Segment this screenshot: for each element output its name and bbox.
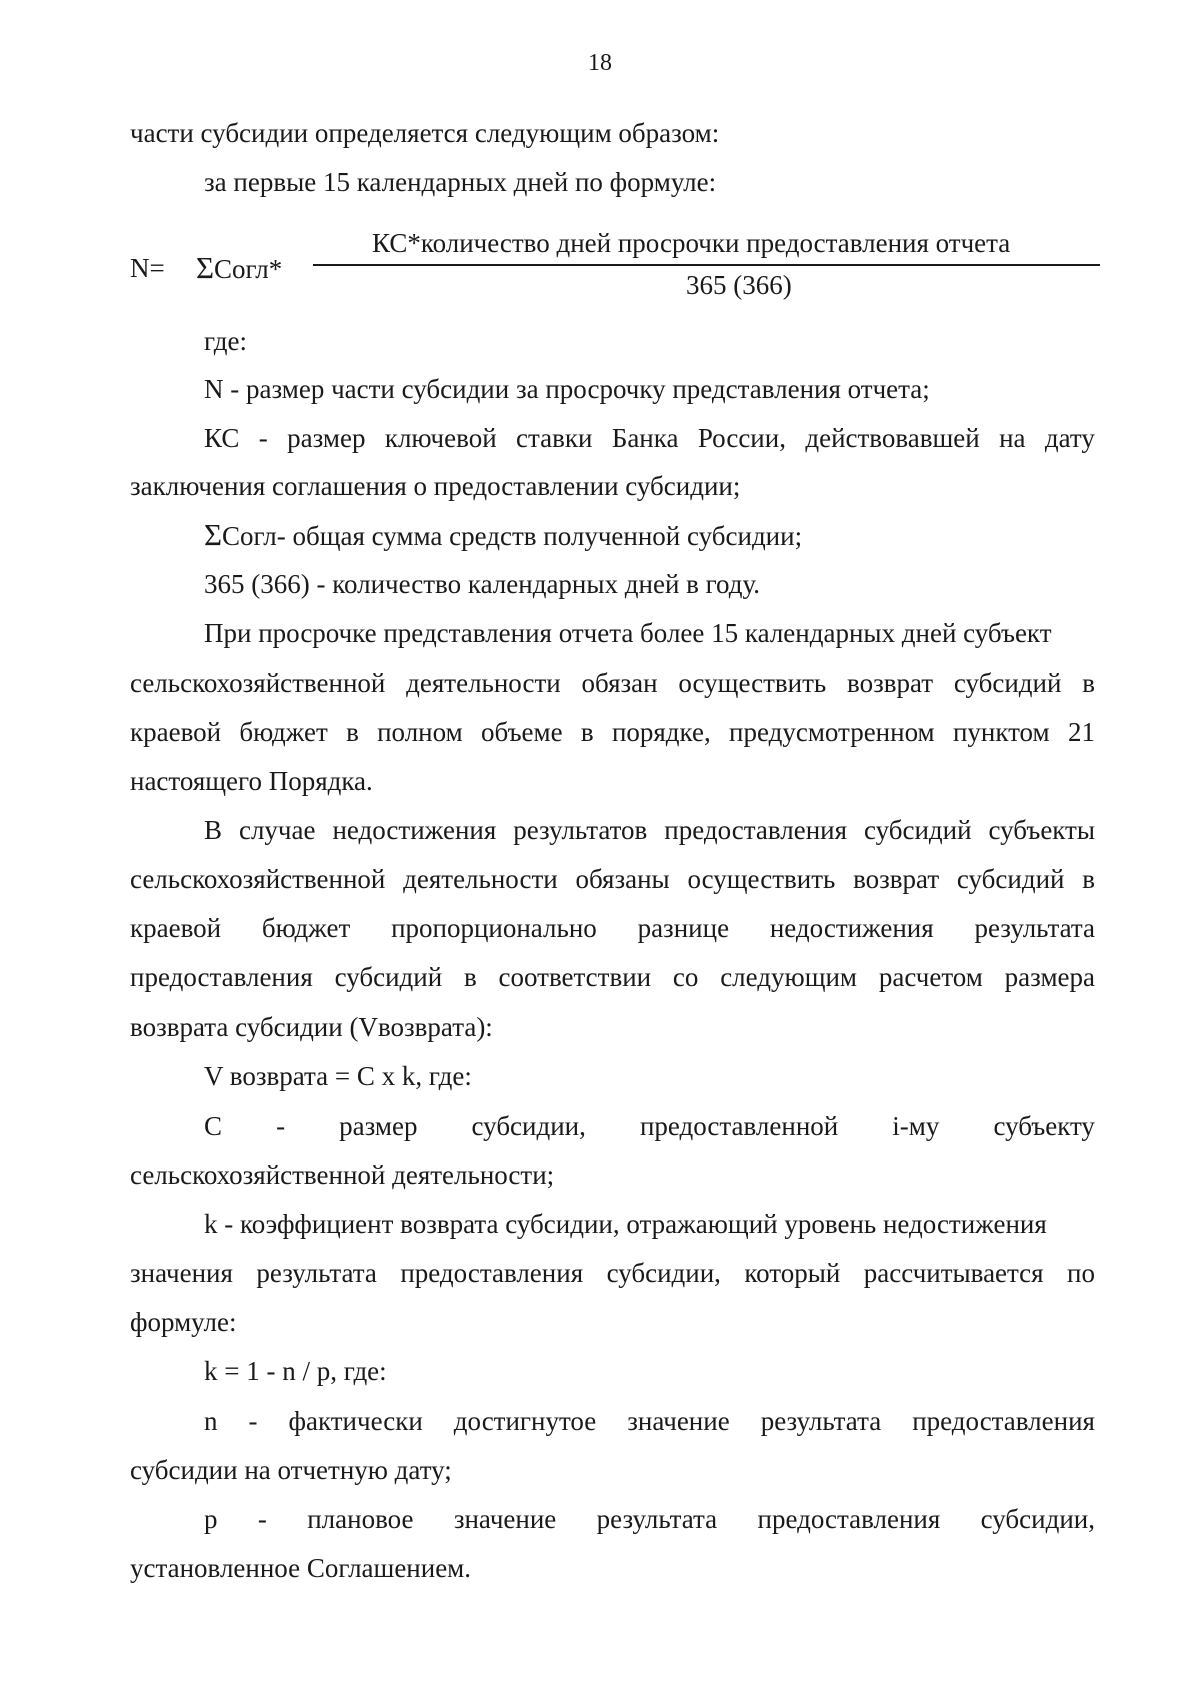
word: субъекту bbox=[993, 1111, 1095, 1141]
text-line: заключения соглашения о предоставлении субсидии; bbox=[130, 471, 741, 501]
word: рассчитывается bbox=[863, 1258, 1044, 1288]
word: - bbox=[276, 1111, 286, 1141]
word: результата bbox=[596, 1504, 718, 1534]
word: размера bbox=[1004, 962, 1095, 992]
word: субсидий bbox=[334, 962, 443, 992]
word: результатов bbox=[513, 815, 648, 845]
word: обязаны bbox=[575, 864, 670, 894]
text-line: части субсидии определяется следующим образом: bbox=[130, 118, 720, 148]
word: предусмотренном bbox=[729, 717, 935, 747]
justified-line bbox=[130, 1256, 1095, 1290]
word: субъекты bbox=[988, 815, 1095, 845]
word: - bbox=[248, 1406, 258, 1436]
word: предоставления bbox=[757, 1504, 941, 1534]
word: полном bbox=[377, 717, 463, 747]
word: объеме bbox=[481, 717, 563, 747]
justified-line bbox=[204, 1404, 1095, 1438]
text-line: формуле: bbox=[130, 1307, 237, 1337]
sigma-symbol: Σ bbox=[196, 250, 215, 285]
word: недостижения bbox=[769, 913, 934, 943]
word: значения bbox=[130, 1258, 233, 1288]
word: размер bbox=[339, 1111, 418, 1141]
word: В bbox=[204, 815, 223, 845]
text-line: сельскохозяйственной деятельности; bbox=[130, 1160, 555, 1190]
word: КС bbox=[204, 423, 240, 453]
word: результата bbox=[256, 1258, 377, 1288]
word: деятельности bbox=[406, 668, 561, 698]
word: значение bbox=[453, 1504, 557, 1534]
word: значение bbox=[627, 1406, 730, 1436]
word: предоставления bbox=[400, 1258, 584, 1288]
text-line: V возврата = C x k, где: bbox=[204, 1061, 472, 1091]
word: сельскохозяйственной bbox=[130, 864, 386, 894]
text-line: субсидии на отчетную дату; bbox=[130, 1455, 452, 1485]
justified-line bbox=[130, 911, 1095, 945]
word: расчетом bbox=[878, 962, 983, 992]
text-line: за первые 15 календарных дней по формуле: bbox=[204, 167, 717, 197]
word: по bbox=[1067, 1258, 1095, 1288]
justified-line bbox=[204, 1109, 1095, 1143]
word: 21 bbox=[1067, 717, 1095, 747]
word: размер bbox=[287, 423, 366, 453]
word: i-му bbox=[892, 1111, 940, 1141]
word: субсидий bbox=[956, 864, 1065, 894]
page-number: 18 bbox=[588, 50, 612, 76]
text-line: При просрочке представления отчета более 15 календарных дней субъект bbox=[204, 618, 1052, 648]
word: субсидий bbox=[863, 815, 972, 845]
word: - bbox=[258, 423, 268, 453]
word: обязан bbox=[581, 668, 658, 698]
word: следующим bbox=[720, 962, 858, 992]
word: бюджет bbox=[239, 717, 328, 747]
text-line: где: bbox=[204, 326, 247, 356]
word: случае bbox=[238, 815, 316, 845]
word: достигнутое bbox=[453, 1406, 597, 1436]
word: предоставления bbox=[912, 1406, 1095, 1436]
word: плановое bbox=[307, 1504, 414, 1534]
word: дату bbox=[1044, 423, 1095, 453]
word: возврат bbox=[853, 864, 940, 894]
word: действовавшей bbox=[805, 423, 980, 453]
word: n bbox=[204, 1406, 218, 1436]
word: в bbox=[463, 962, 477, 992]
text-line: 365 (366) - количество календарных дней в году. bbox=[204, 569, 761, 599]
word: субсидий bbox=[953, 668, 1062, 698]
fraction-bar bbox=[313, 264, 1100, 266]
word: фактически bbox=[288, 1406, 423, 1436]
sigma-symbol: Σ bbox=[204, 517, 223, 552]
word: краевой bbox=[130, 913, 222, 943]
justified-line bbox=[130, 666, 1095, 700]
text-line: N - размер части субсидии за просрочку представления отчета; bbox=[204, 374, 930, 404]
word: ставки bbox=[516, 423, 593, 453]
text-line: настоящего Порядка. bbox=[130, 766, 373, 796]
word: p bbox=[204, 1504, 218, 1534]
word: - bbox=[257, 1504, 267, 1534]
word: деятельности bbox=[403, 864, 558, 894]
word: субсидии, bbox=[980, 1504, 1095, 1534]
word: краевой bbox=[130, 717, 222, 747]
word: в bbox=[1082, 668, 1095, 698]
word: недостижения bbox=[332, 815, 497, 845]
justified-line bbox=[204, 1502, 1095, 1536]
word: который bbox=[744, 1258, 841, 1288]
text-line: возврата субсидии (Vвозврата): bbox=[130, 1012, 493, 1042]
justified-line bbox=[130, 715, 1095, 749]
formula-denominator: 365 (366) bbox=[686, 270, 792, 300]
justified-line bbox=[130, 960, 1095, 994]
word: субсидии, bbox=[606, 1258, 721, 1288]
word: ключевой bbox=[384, 423, 497, 453]
formula-numerator: КС*количество дней просрочки предоставления отчета bbox=[372, 228, 1011, 258]
word: осуществить bbox=[687, 864, 836, 894]
formula-lhs: N= bbox=[130, 253, 165, 283]
word: предоставленной bbox=[639, 1111, 839, 1141]
word: Банка bbox=[611, 423, 679, 453]
word: разнице bbox=[637, 913, 730, 943]
word: соответствии bbox=[498, 962, 652, 992]
text-line bbox=[204, 518, 802, 553]
word: С bbox=[204, 1111, 223, 1141]
word: возврат bbox=[847, 668, 934, 698]
word: на bbox=[999, 423, 1026, 453]
justified-line bbox=[204, 421, 1095, 455]
word: порядке, bbox=[611, 717, 711, 747]
word: результата bbox=[974, 913, 1095, 943]
word: результата bbox=[760, 1406, 882, 1436]
word: со bbox=[672, 962, 699, 992]
word: осуществить bbox=[678, 668, 827, 698]
word: предоставления bbox=[130, 962, 313, 992]
sum-definition: Согл- общая сумма средств полученной субсидии; bbox=[222, 521, 803, 551]
word: в bbox=[346, 717, 359, 747]
text-line: установленное Соглашением. bbox=[130, 1553, 472, 1583]
word: предоставления bbox=[664, 815, 848, 845]
word: в bbox=[1082, 864, 1095, 894]
word: бюджет bbox=[261, 913, 351, 943]
justified-line bbox=[204, 813, 1095, 847]
word: России, bbox=[697, 423, 786, 453]
formula-sum-text: Согл* bbox=[214, 254, 283, 284]
word: пропорционально bbox=[391, 913, 597, 943]
formula-sum bbox=[196, 251, 282, 286]
word: пунктом bbox=[952, 717, 1050, 747]
word: в bbox=[580, 717, 594, 747]
justified-line bbox=[130, 862, 1095, 896]
word: субсидии, bbox=[471, 1111, 586, 1141]
text-line: k - коэффициент возврата субсидии, отражающий уровень недостижения bbox=[204, 1209, 1047, 1239]
text-line: k = 1 - n / p, где: bbox=[204, 1356, 387, 1386]
word: сельскохозяйственной bbox=[130, 668, 386, 698]
